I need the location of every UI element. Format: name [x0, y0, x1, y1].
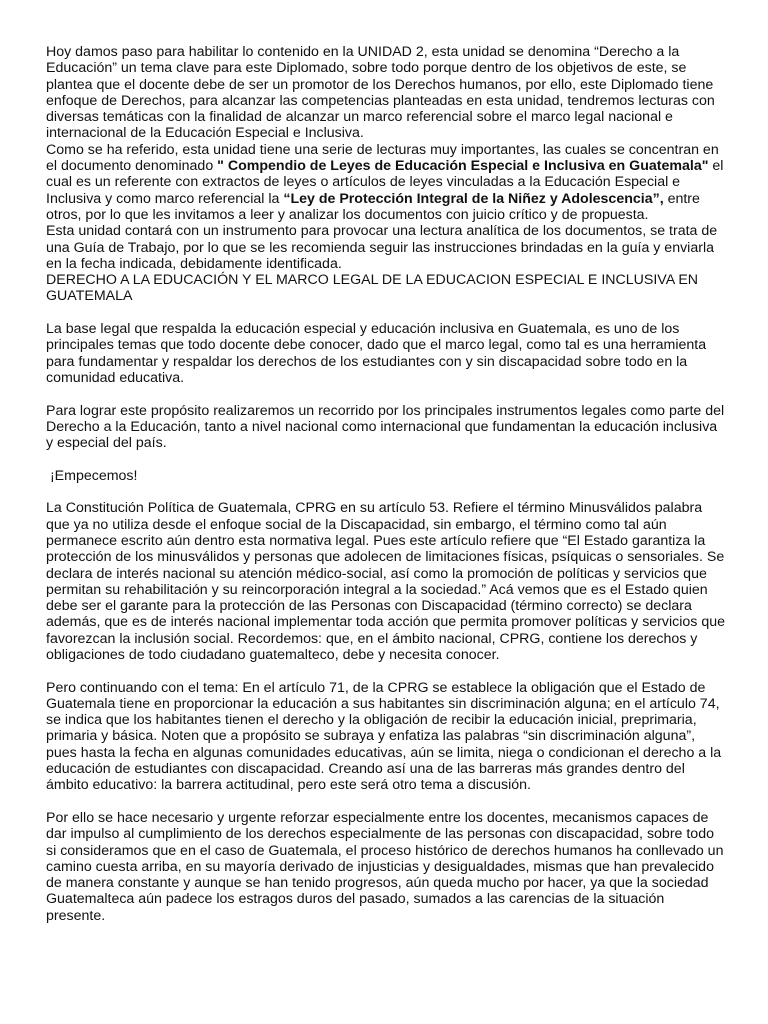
intro-paragraph-2 — [46, 142, 726, 223]
spacer — [46, 663, 726, 679]
ley-proteccion-title: “Ley de Protección Integral de la Niñez y Adolescencia”, — [283, 190, 664, 207]
body-paragraph-1: La base legal que respalda la educación especial y educación inclusiva en Guatemala, es uno de los principales temas que todo docente debe conocer, dado que el marco legal, como tal es una herramienta para fundamentar y respaldar los derechos de los estudiantes con y sin discapacidad sobre todo en la comunidad educativa. — [46, 321, 707, 386]
body-paragraph-4: La Constitución Política de Guatemala, CPRG en su artículo 53. Refiere el término Minusválidos palabra que ya no utiliza desde el enfoque social de la Discapacidad, sin embargo, el término como tal aún permanece escrito aún dentro esta normativa legal. Pues este artículo refiere que “El Estado garantiza la protección de los minusválidos y personas que adolecen de limitaciones físicas, psíquicas o sensoriales. Se declara de interés nacional su atención médico-social, así como la promoción de políticas y servicios que permitan su rehabilitación y su reincorporación integral a la sociedad.” Acá vemos que es el Estado quien debe ser el garante para la protección de las Personas con Discapacidad (término correcto) se declara además, que es de interés nacional implementar toda acción que permita promover políticas y servicios que favorezcan la inclusión social. Recordemos: que, en el ámbito nacional, CPRG, contiene los derechos y obligaciones de todo ciudadano guatemalteco, debe y necesita conocer. — [46, 500, 725, 663]
spacer — [46, 794, 726, 810]
intro-paragraph-3: Esta unidad contará con un instrumento para provocar una lectura analítica de los documentos, se trata de una Guía de Trabajo, por lo que se les recomienda seguir las instrucciones brindadas en la guía y enviarla en la fecha indicada, debidamente identificada. — [46, 223, 718, 272]
document-page — [46, 44, 726, 924]
intro-paragraph-2-text-a: Como se ha referido, esta unidad tiene una serie de lecturas muy importantes, las cuales se concentran en el documento denominado — [46, 141, 719, 175]
spacer — [46, 484, 726, 500]
intro-paragraph-1: Hoy damos paso para habilitar lo contenido en la UNIDAD 2, esta unidad se denomina “Derecho a la Educación” un tema clave para este Diplomado, sobre todo porque dentro de los objetivos de este, se plantea que el docente debe de ser un promotor de los Derechos humanos, por ello, este Diplomado tiene enfoque de Derechos, para alcanzar las competencias planteadas en esta unidad, tendremos lecturas con diversas temáticas con la finalidad de alcanzar un marco referencial sobre el marco legal nacional e internacional de la Educación Especial e Inclusiva. — [46, 44, 715, 142]
intro-paragraph-2-text-c: entre otros, por lo que les invitamos a leer y analizar los documentos con juicio crítico y de propuesta. — [46, 190, 700, 223]
intro-paragraph-2-text-b: el cual es un referente con extractos de leyes o artículos de leyes vinculadas a la Educación Especial e Inclusiva y como marco referencial la — [46, 158, 724, 207]
spacer — [46, 305, 726, 321]
compendio-title: " Compendio de Leyes de Educación Especial e Inclusiva en Guatemala" — [217, 158, 709, 175]
body-paragraph-5: Pero continuando con el tema: En el artículo 71, de la CPRG se establece la obligación que el Estado de Guatemala tiene en proporcionar la educación a sus habitantes sin discriminación alguna; en el artículo 74, se indica que los habitantes tienen el derecho y la obligación de recibir la educación inicial, preprimaria, primaria y básica. Noten que a propósito se subraya y enfatiza las palabras “sin discriminación alguna”, pues hasta la fecha en algunas comunidades educativas, aún se limita, niega o condicionan el derecho a la educación de estudiantes con discapacidad. Creando así una de las barreras más grandes dentro del ámbito educativo: la barrera actitudinal, pero este será otro tema a discusión. — [46, 679, 722, 794]
spacer — [46, 451, 726, 467]
body-paragraph-6: Por ello se hace necesario y urgente reforzar especialmente entre los docentes, mecanismos capaces de dar impulso al cumplimiento de los derechos especialmente de las personas con discapacidad, sobre todo si consideramos que en el caso de Guatemala, el proceso histórico de derechos humanos ha conllevado un camino cuesta arriba, en su mayoría derivado de injusticias y desigualdades, mismas que han prevalecido de manera constante y aunque se han tenido progresos, aún queda mucho por hacer, ya que la sociedad Guatemalteca aún padece los estragos duros del pasado, sumados a las carencias de la situación presente. — [46, 809, 724, 924]
body-paragraph-3: ¡Empecemos! — [46, 467, 138, 484]
body-paragraph-2: Para lograr este propósito realizaremos un recorrido por los principales instrumentos legales como parte del Derecho a la Educación, tanto a nivel nacional como internacional que fundamentan la educación inclusiva y especial del país. — [46, 402, 725, 452]
section-heading: DERECHO A LA EDUCACIÓN Y EL MARCO LEGAL DE LA EDUCACION ESPECIAL E INCLUSIVA EN GUATEMALA — [46, 272, 699, 305]
spacer — [46, 386, 726, 402]
